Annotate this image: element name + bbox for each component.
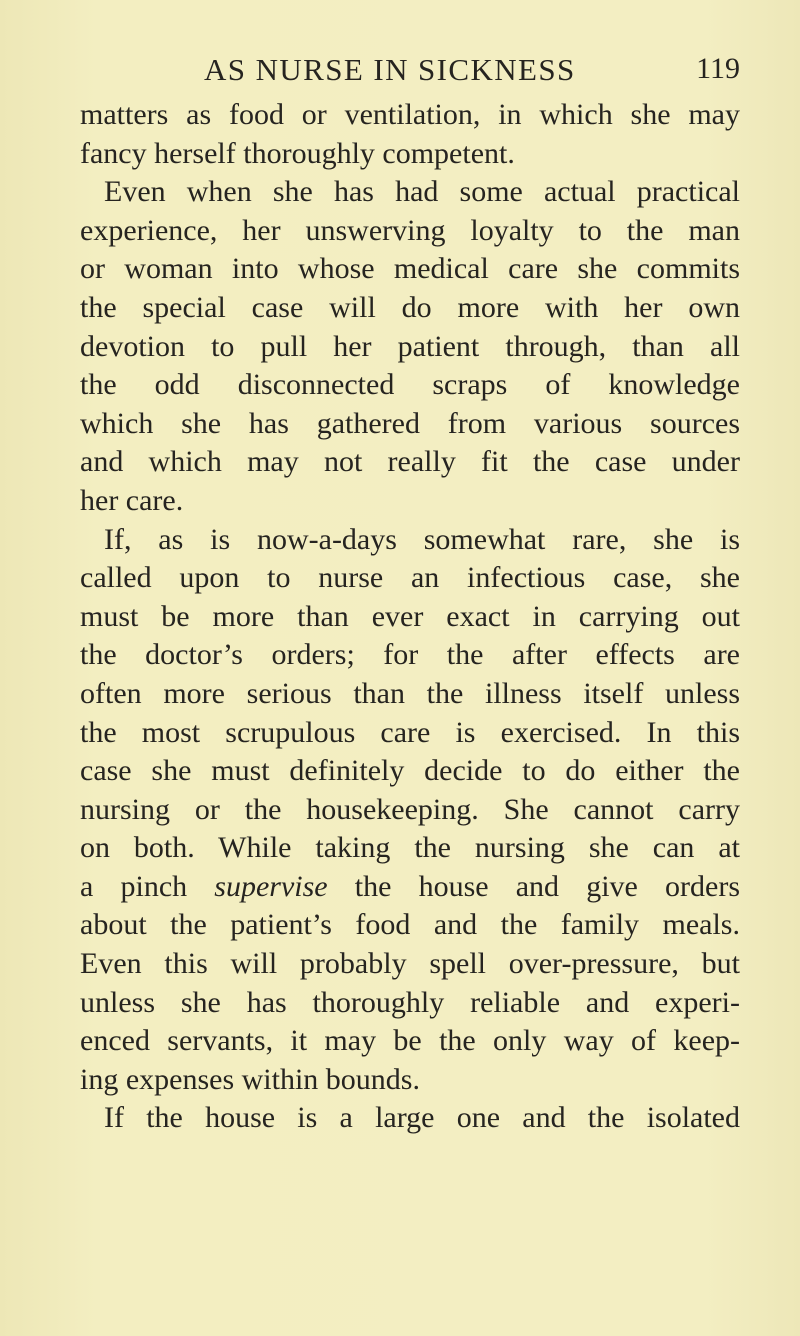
text-line: case she must definitely decide to do either the (80, 754, 740, 788)
text-line: Even this will probably spell over-pressure, but (80, 947, 740, 981)
text-line: unless she has thoroughly reliable and experi- (80, 985, 740, 1019)
text-line: must be more than ever exact in carrying out (80, 599, 740, 633)
text-line: experience, her unswerving loyalty to the man (80, 213, 740, 247)
text-line-with-italic (80, 868, 740, 907)
text-line: her care. (80, 483, 184, 517)
text-line: the special case will do more with her own (80, 290, 740, 324)
text-line: or woman into whose medical care she commits (80, 252, 740, 286)
text-line: matters as food or ventilation, in which she may (80, 98, 740, 131)
body-text (80, 96, 740, 1138)
page-header (80, 52, 740, 92)
italic-emphasis: supervise (214, 869, 328, 903)
text-line: which she has gathered from various sources (80, 406, 740, 440)
paragraph-start-line: If, as is now-a-days somewhat rare, she is (104, 522, 740, 556)
line-end-text: the house and give orders (327, 869, 740, 903)
line-start-text: a pinch (80, 869, 215, 903)
text-line: ing expenses within bounds. (80, 1062, 420, 1096)
text-line: and which may not really fit the case under (80, 445, 740, 479)
text-line: about the patient’s food and the family meals. (80, 908, 740, 942)
text-line: the doctor’s orders; for the after effects are (80, 638, 740, 672)
running-head: AS NURSE IN SICKNESS (204, 52, 576, 87)
text-line: often more serious than the illness itself unless (80, 676, 740, 710)
text-line: the odd disconnected scraps of knowledge (80, 368, 740, 402)
text-line: fancy herself thoroughly competent. (80, 136, 515, 170)
text-line: the most scrupulous care is exercised. In this (80, 715, 740, 749)
paragraph-start-line: Even when she has had some actual practical (104, 175, 740, 209)
text-line: nursing or the housekeeping. She cannot carry (80, 792, 740, 826)
text-line: called upon to nurse an infectious case, she (80, 561, 740, 595)
text-line: devotion to pull her patient through, than all (80, 329, 740, 363)
text-line: on both. While taking the nursing she can at (80, 831, 740, 865)
text-line: enced servants, it may be the only way of keep- (80, 1024, 740, 1058)
page-number: 119 (696, 52, 740, 85)
paragraph-start-line: If the house is a large one and the isolated (104, 1101, 740, 1135)
